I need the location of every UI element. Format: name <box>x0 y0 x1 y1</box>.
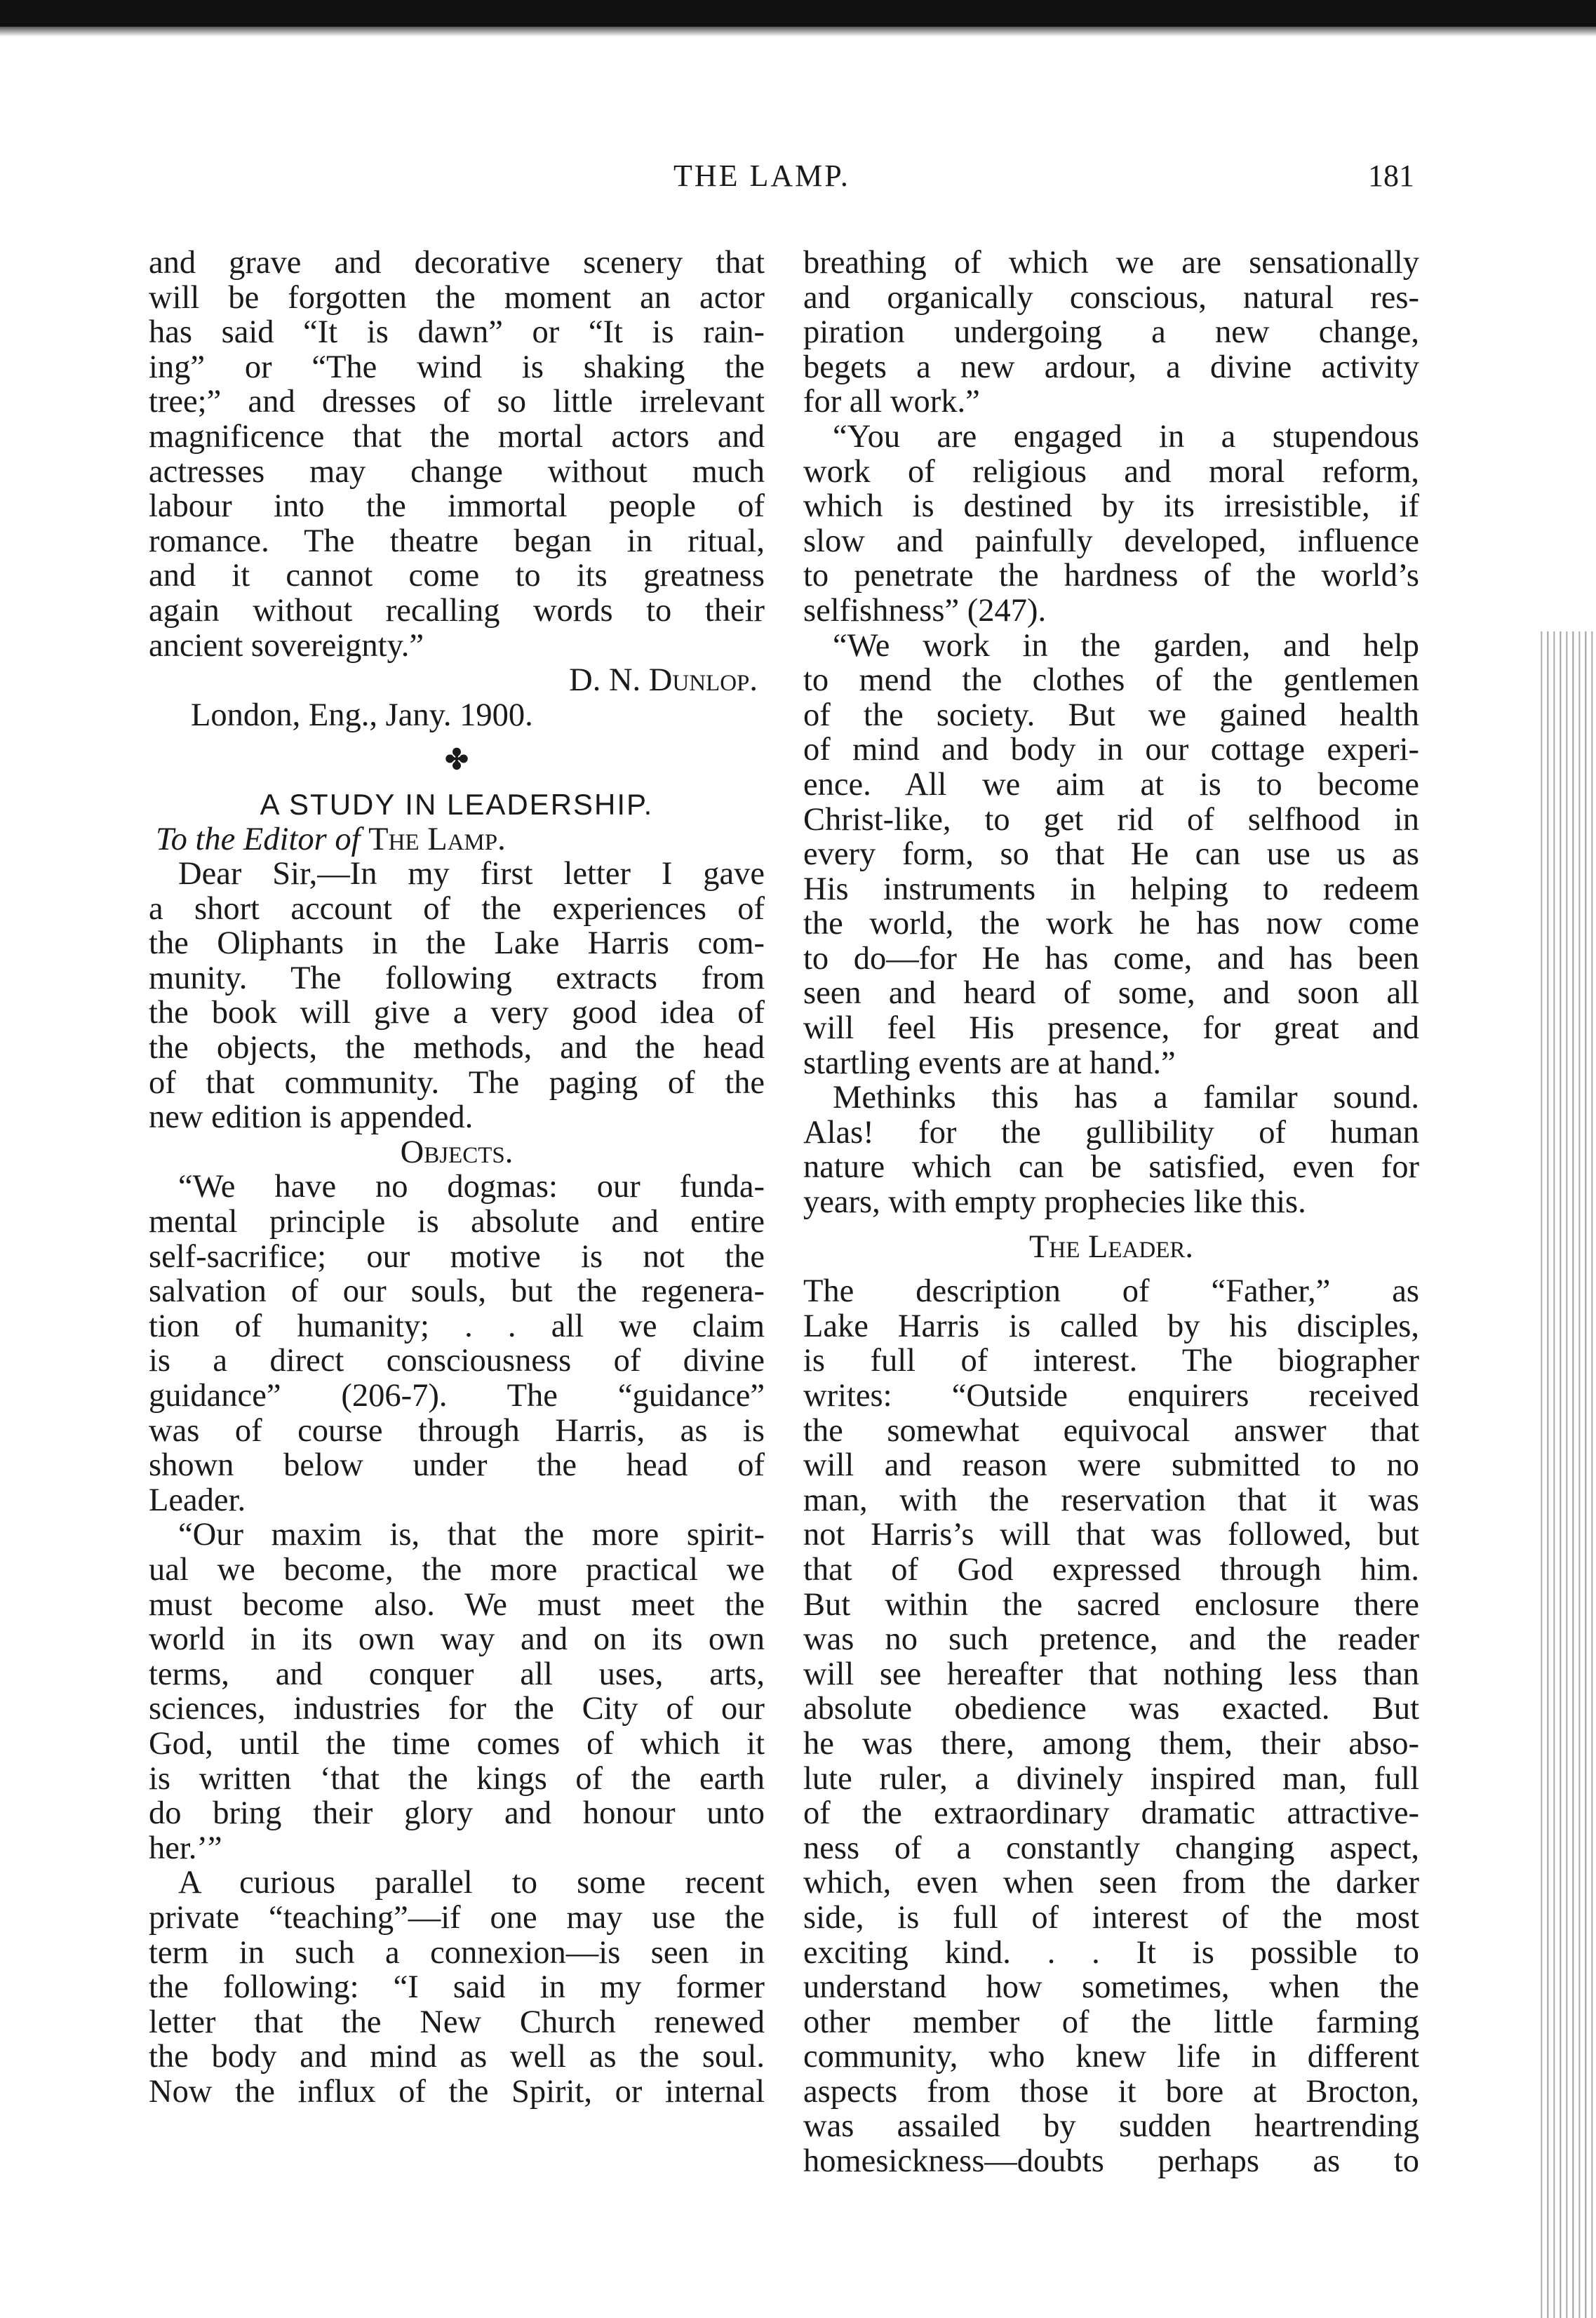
text-line: “Our maxim is, that the more spirit- <box>178 1518 765 1553</box>
text-line: years, with empty prophecies like this. <box>803 1185 1306 1220</box>
text-line: guidance” (206-7). The “guidance” <box>149 1379 765 1414</box>
text-line: mental principle is absolute and entire <box>149 1205 765 1240</box>
text-line: munity. The following extracts from <box>149 960 765 996</box>
text-line: the Oliphants in the Lake Harris com- <box>149 926 765 961</box>
text-line: A curious parallel to some recent <box>178 1865 765 1901</box>
quote-paragraph <box>149 246 765 663</box>
text-line: startling events are at hand.” <box>803 1045 1176 1081</box>
text-line: actresses may change without much <box>149 454 765 490</box>
text-line: the objects, the methods, and the head <box>149 1031 765 1066</box>
text-line: selfishness” (247). <box>803 593 1047 629</box>
text-line: which, even when seen from the darker <box>803 1865 1419 1901</box>
text-line: self-sacrifice; our motive is not the <box>149 1239 765 1275</box>
text-line: “You are engaged in a stupendous <box>833 419 1419 455</box>
text-line: world in its own way and on its own <box>149 1622 765 1657</box>
text-line: every form, so that He can use us as <box>803 837 1419 872</box>
text-line: must become also. We must meet the <box>149 1587 765 1623</box>
article-title: A STUDY IN LEADERSHIP. <box>260 787 654 821</box>
scan-binding-edge <box>1536 631 1596 2318</box>
maxim-paragraph <box>149 1518 765 1865</box>
text-line: not Harris’s will that was followed, but <box>803 1518 1419 1553</box>
breathing-paragraph <box>803 246 1419 420</box>
text-line: which is destined by its irresistible, if <box>803 489 1419 524</box>
text-line: man, with the reservation that it was <box>803 1482 1419 1518</box>
text-line: the book will give a very good idea of <box>149 996 765 1031</box>
text-line: ancient sovereignty.” <box>149 628 424 664</box>
text-line: the body and mind as well as the soul. <box>149 2039 765 2075</box>
text-line: do bring their glory and honour unto <box>149 1796 765 1831</box>
text-line: will see hereafter that nothing less than <box>803 1656 1419 1692</box>
objects-paragraph <box>149 1170 765 1518</box>
text-line: is written ‘that the kings of the earth <box>149 1761 765 1797</box>
text-line: and grave and decorative scenery that <box>149 246 765 281</box>
text-line: ual we become, the more practical we <box>149 1552 765 1588</box>
text-line: side, is full of interest of the most <box>803 1900 1419 1936</box>
text-line: that of God expressed through him. <box>803 1552 1419 1588</box>
text-line: work of religious and moral reform, <box>803 454 1419 490</box>
text-line: salvation of our souls, but the regenera- <box>149 1274 765 1309</box>
right-column <box>803 246 1419 2179</box>
text-line: the following: “I said in my former <box>149 1970 765 2005</box>
text-line: But within the sacred enclosure there <box>803 1587 1419 1623</box>
text-line: Christ-like, to get rid of selfhood in <box>803 802 1419 838</box>
text-line: understand how sometimes, when the <box>803 1970 1419 2005</box>
text-line: to mend the clothes of the gentlemen <box>803 663 1419 698</box>
text-line: ness of a constantly changing aspect, <box>803 1830 1419 1866</box>
text-line: The description of “Father,” as <box>803 1274 1419 1309</box>
text-line: shown below under the head of <box>149 1448 765 1483</box>
text-line: magnificence that the mortal actors and <box>149 419 765 455</box>
text-line: of that community. The paging of the <box>149 1065 765 1101</box>
text-line: seen and heard of some, and soon all <box>803 976 1419 1012</box>
text-line: and it cannot come to its greatness <box>149 558 765 594</box>
text-line: ing” or “The wind is shaking the <box>149 349 765 385</box>
text-line: nature which can be satisfied, even for <box>803 1150 1419 1186</box>
scan-top-shadow <box>0 27 1596 36</box>
scan-top-border <box>0 0 1596 27</box>
text-line: of the society. But we gained health <box>803 697 1419 733</box>
text-line: for all work.” <box>803 384 980 420</box>
text-line: her.’” <box>149 1830 222 1866</box>
text-line: and organically conscious, natural res- <box>803 280 1419 316</box>
text-line: Lake Harris is called by his disciples, <box>803 1308 1419 1344</box>
text-line: Leader. <box>149 1482 246 1518</box>
text-line: will feel His presence, for great and <box>803 1011 1419 1046</box>
section-ornament-icon: ✤ <box>445 744 469 776</box>
text-line: begets a new ardour, a divine activity <box>803 349 1419 385</box>
subhead-objects: Objects. <box>400 1134 514 1170</box>
left-column <box>149 246 765 2109</box>
text-line: to penetrate the hardness of the world’s <box>803 558 1419 594</box>
garden-paragraph <box>803 629 1419 1081</box>
editor-address <box>149 822 765 857</box>
text-line: to do—for He has come, and has been <box>803 941 1419 977</box>
intro-paragraph <box>149 857 765 1135</box>
text-line: will be forgotten the moment an actor <box>149 280 765 316</box>
text-line: labour into the immortal people of <box>149 489 765 524</box>
text-line: will and reason were submitted to no <box>803 1448 1419 1483</box>
text-line: terms, and conquer all uses, arts, <box>149 1656 765 1692</box>
text-line: lute ruler, a divinely inspired man, full <box>803 1761 1419 1797</box>
methinks-paragraph <box>803 1080 1419 1219</box>
text-line: is a direct consciousness of divine <box>149 1344 765 1379</box>
text-line: God, until the time comes of which it <box>149 1726 765 1762</box>
text-line: term in such a connexion—is seen in <box>149 1935 765 1971</box>
page-header <box>0 158 1596 200</box>
text-line: piration undergoing a new change, <box>803 315 1419 350</box>
editor-address-italic: To the Editor of <box>156 822 361 857</box>
editor-address-journal: The Lamp. <box>368 822 506 857</box>
text-line: of the extraordinary dramatic attractive- <box>803 1796 1419 1831</box>
text-line: Now the influx of the Spirit, or internal <box>149 2074 765 2110</box>
stupendous-paragraph <box>803 420 1419 629</box>
text-line: sciences, industries for the City of our <box>149 1691 765 1727</box>
text-line: tion of humanity; . . all we claim <box>149 1308 765 1344</box>
text-line: the somewhat equivocal answer that <box>803 1413 1419 1449</box>
text-line: absolute obedience was exacted. But <box>803 1691 1419 1727</box>
text-line: letter that the New Church renewed <box>149 2004 765 2040</box>
text-line: was no such pretence, and the reader <box>803 1622 1419 1657</box>
text-line: community, who knew life in different <box>803 2039 1419 2075</box>
text-line: is full of interest. The biographer <box>803 1344 1419 1379</box>
subhead-leader: The Leader. <box>1028 1229 1194 1265</box>
dateline: London, Eng., Jany. 1900. <box>191 697 533 733</box>
text-line: “We have no dogmas: our funda- <box>178 1170 765 1205</box>
text-line: His instruments in helping to redeem <box>803 871 1419 907</box>
text-line: of mind and body in our cottage experi- <box>803 732 1419 768</box>
page-number: 181 <box>1368 159 1414 193</box>
text-line: the world, the work he has now come <box>803 906 1419 942</box>
text-line: romance. The theatre began in ritual, <box>149 523 765 559</box>
text-line: writes: “Outside enquirers received <box>803 1379 1419 1414</box>
text-line: exciting kind. . . It is possible to <box>803 1935 1419 1971</box>
text-line: private “teaching”—if one may use the <box>149 1900 765 1936</box>
text-line: ence. All we aim at is to become <box>803 767 1419 803</box>
running-title: THE LAMP. <box>673 159 850 193</box>
text-line: other member of the little farming <box>803 2004 1419 2040</box>
parallel-paragraph <box>149 1865 765 2109</box>
text-line: he was there, among them, their abso- <box>803 1726 1419 1762</box>
text-line: slow and painfully developed, influence <box>803 523 1419 559</box>
text-line: Dear Sir,—In my first letter I gave <box>178 857 765 892</box>
text-line: new edition is appended. <box>149 1100 474 1135</box>
text-line: tree;” and dresses of so little irrelevant <box>149 384 765 420</box>
text-line: homesickness—doubts perhaps as to <box>803 2144 1419 2179</box>
text-line: again without recalling words to their <box>149 593 765 629</box>
text-line: Methinks this has a familar sound. <box>833 1080 1419 1116</box>
text-line: breathing of which we are sensationally <box>803 246 1419 281</box>
text-line: has said “It is dawn” or “It is rain- <box>149 315 765 350</box>
text-line: aspects from those it bore at Brocton, <box>803 2074 1419 2110</box>
leader-paragraph <box>803 1274 1419 2178</box>
text-line: was of course through Harris, as is <box>149 1413 765 1449</box>
text-line: “We work in the garden, and help <box>833 628 1419 664</box>
text-line: was assailed by sudden heartrending <box>803 2109 1419 2145</box>
text-line: a short account of the experiences of <box>149 891 765 927</box>
signature: D. N. Dunlop. <box>569 663 758 698</box>
text-line: Alas! for the gullibility of human <box>803 1115 1419 1151</box>
